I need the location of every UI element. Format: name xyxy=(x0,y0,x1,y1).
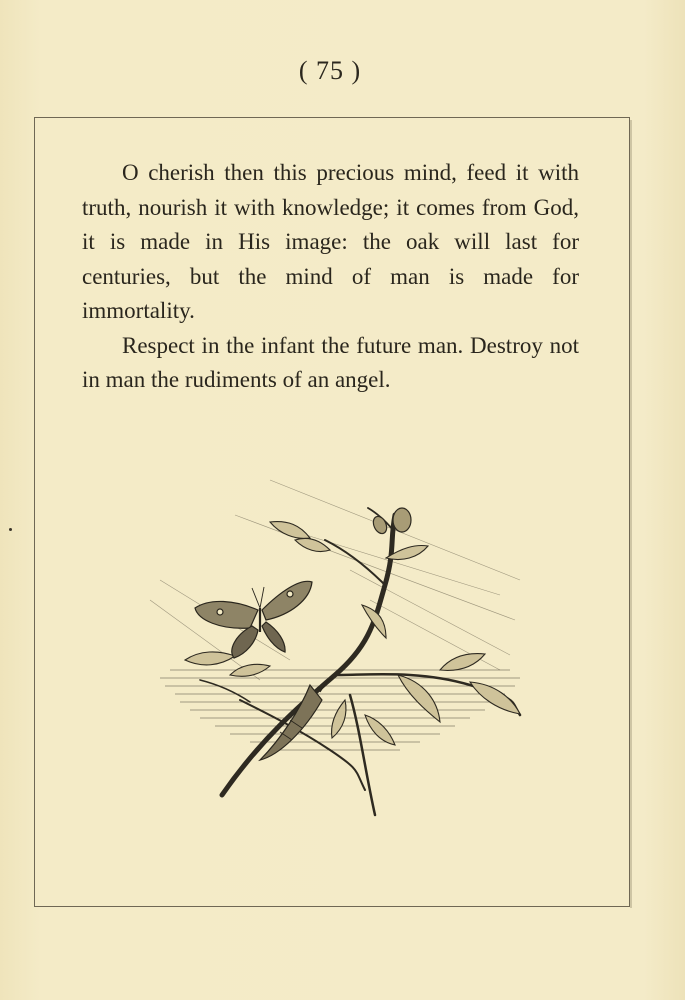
sun-rays xyxy=(150,480,520,680)
paragraph-1: O cherish then this precious mind, feed it with truth, nourish it with knowledge; it comes from God, it is made in His image: the oak will last for centuries, but the mind of man is made for immortality. xyxy=(82,160,579,323)
butterfly-icon xyxy=(195,581,312,658)
body-text xyxy=(82,156,579,398)
butterfly-branch-engraving xyxy=(140,470,540,830)
page-number: ( 75 ) xyxy=(298,56,362,85)
ink-speck xyxy=(9,528,12,531)
frame-edge xyxy=(630,120,632,908)
chrysalis xyxy=(260,678,333,760)
paragraph-2: Respect in the infant the future man. Destroy not in man the rudiments of an angel. xyxy=(82,332,579,392)
